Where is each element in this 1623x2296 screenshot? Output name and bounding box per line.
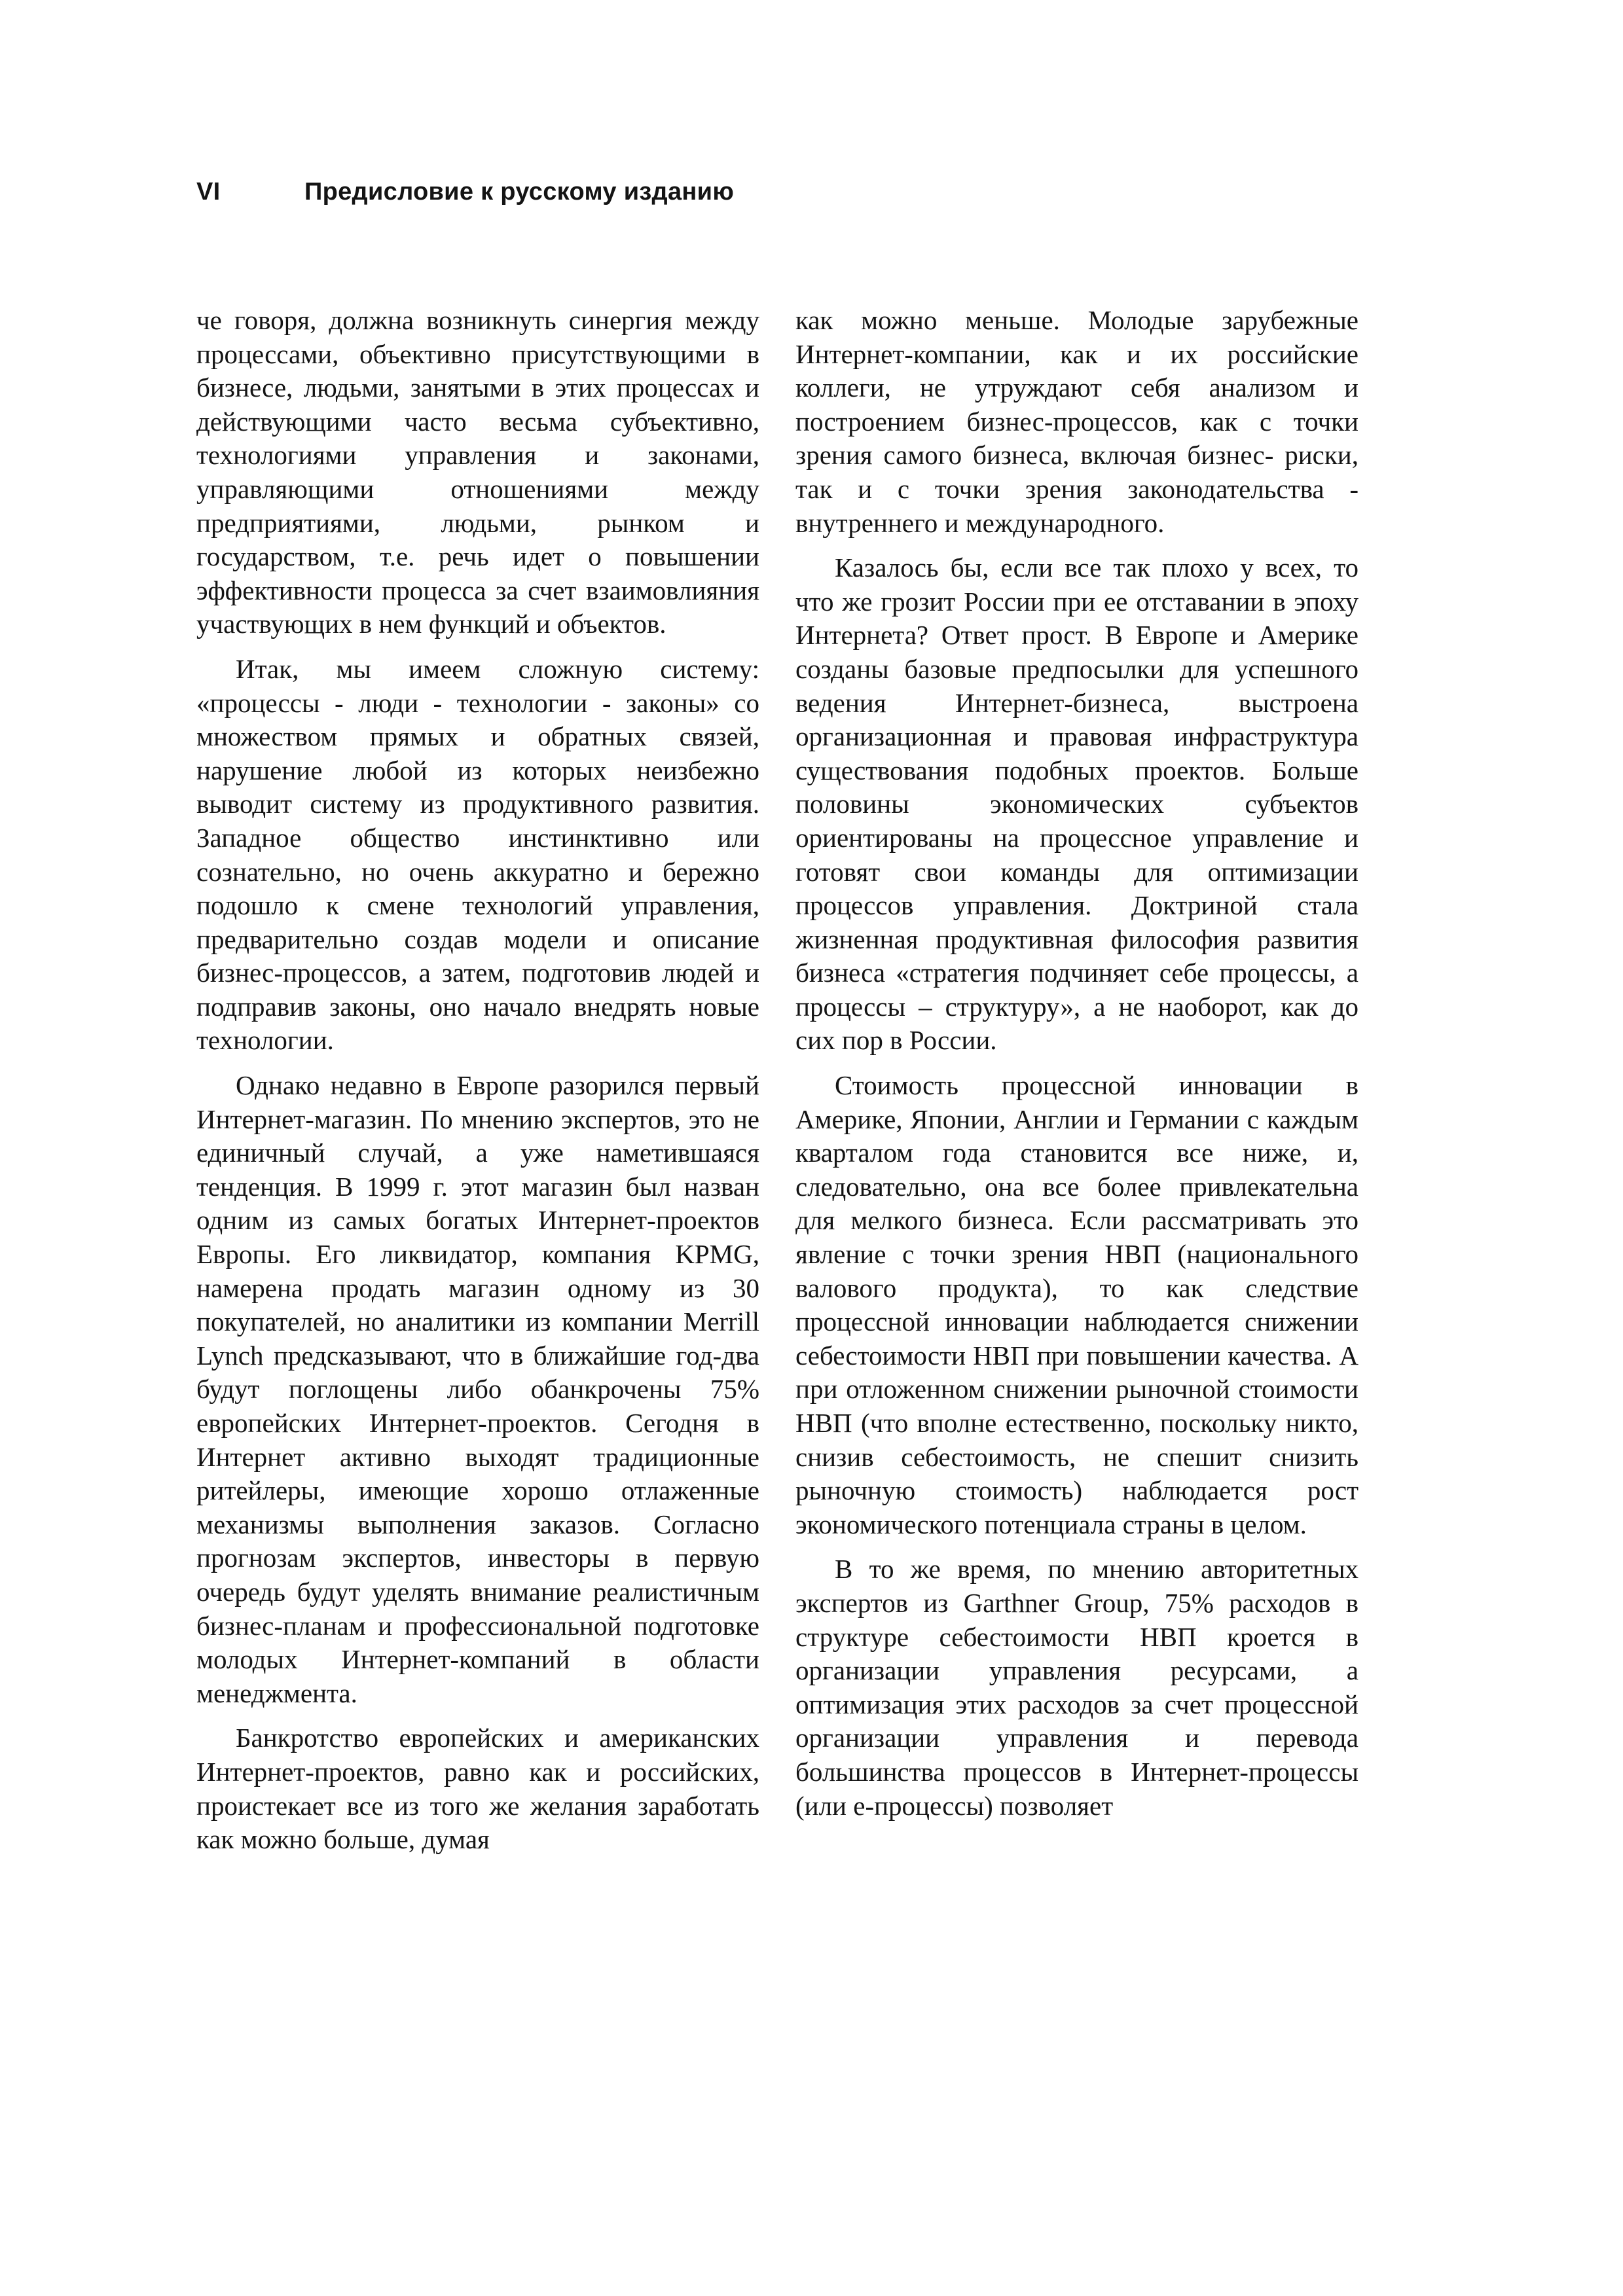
- paragraph: Банкротство европейских и американских Интернет-проектов, равно как и российских, проистекает все из того же желания заработать как можно больше, думая: [196, 1723, 759, 1855]
- running-title: Предисловие к русскому изданию: [304, 178, 735, 206]
- left-column: [196, 304, 759, 1868]
- paragraph: Стоимость процессной инновации в Америке, Японии, Англии и Германии с каждым кварталом года становится все ниже, и, следовательно, она все более привлекательна для мелкого бизнеса. Если рассматривать это явление с точки зрения НВП (национального валового продукта), то как следствие процессной инновации наблюдается снижении себестоимости НВП при повышении качества. А при отложенном снижении рыночной стоимости НВП (что вполне естественно, поскольку никто, снизив себестоимость, не спешит снизить рыночную стоимость) наблюдается рост экономического потенциала страны в целом.: [795, 1070, 1359, 1539]
- paragraph: Итак, мы имеем сложную систему: «процессы - люди - технологии - законы» со множеством прямых и обратных связей, нарушение любой из которых неизбежно выводит систему из продуктивного развития. Западное общество инстинктивно или сознательно, но очень аккуратно и бережно подошло к смене технологий управления, предварительно создав модели и описание бизнес-процессов, а затем, подготовив людей и подправив законы, оно начало внедрять новые технологии.: [196, 653, 759, 1056]
- page-number: VI: [196, 178, 221, 206]
- paragraph: че говоря, должна возникнуть синергия между процессами, объективно присутствующими в бизнесе, людьми, занятыми в этих процессах и действующими часто весьма субъективно, технологиями управления и законами, управляющими отношениями между предприятиями, людьми, рынком и государством, т.е. речь идет о повышении эффективности процесса за счет взаимовлияния участвующих в нем функций и объектов.: [196, 305, 759, 639]
- paragraph: В то же время, по мнению авторитетных экспертов из Garthner Group, 75% расходов в структуре себестоимости НВП кроется в организации управления ресурсами, а оптимизация этих расходов за счет процессной организации управления и перевода большинства процессов в Интернет-процессы (или е-процессы) позволяет: [795, 1554, 1359, 1821]
- paragraph: Однако недавно в Европе разорился первый Интернет-магазин. По мнению экспертов, это не единичный случай, а уже наметившаяся тенденция. В 1999 г. этот магазин был назван одним из самых богатых Интернет-проектов Европы. Его ликвидатор, компания KPMG, намерена продать магазин одному из 30 покупателей, но аналитики из компании Merrill Lynch предсказывают, что в ближайшие год-два будут поглощены либо обанкрочены 75% европейских Интернет-проектов. Сегодня в Интернет активно выходят традиционные ритейлеры, имеющие хорошо отлаженные механизмы выполнения заказов. Согласно прогнозам экспертов, инвесторы в первую очередь будут уделять внимание реалистичным бизнес-планам и профессиональной подготовке молодых Интернет-компаний в области менеджмента.: [196, 1070, 759, 1708]
- paragraph: как можно меньше. Молодые зарубежные Интернет-компании, как и их российские коллеги, не утруждают себя анализом и построением бизнес-процессов, как с точки зрения самого бизнеса, включая бизнес- риски, так и с точки зрения законодательства - внутреннего и международного.: [795, 305, 1359, 538]
- paragraph: Казалось бы, если все так плохо у всех, то что же грозит России при ее отставании в эпоху Интернета? Ответ прост. В Европе и Америке созданы базовые предпосылки для успешного ведения Интернет-бизнеса, выстроена организационная и правовая инфраструктура существования подобных проектов. Больше половины экономических субъектов ориентированы на процессное управление и готовят свои команды для оптимизации процессов управления. Доктриной стала жизненная продуктивная философия развития бизнеса «стратегия подчиняет себе процессы, а процессы – структуру», а не наоборот, как до сих пор в России.: [795, 552, 1359, 1056]
- right-column: [795, 304, 1359, 1834]
- running-header: [196, 178, 734, 217]
